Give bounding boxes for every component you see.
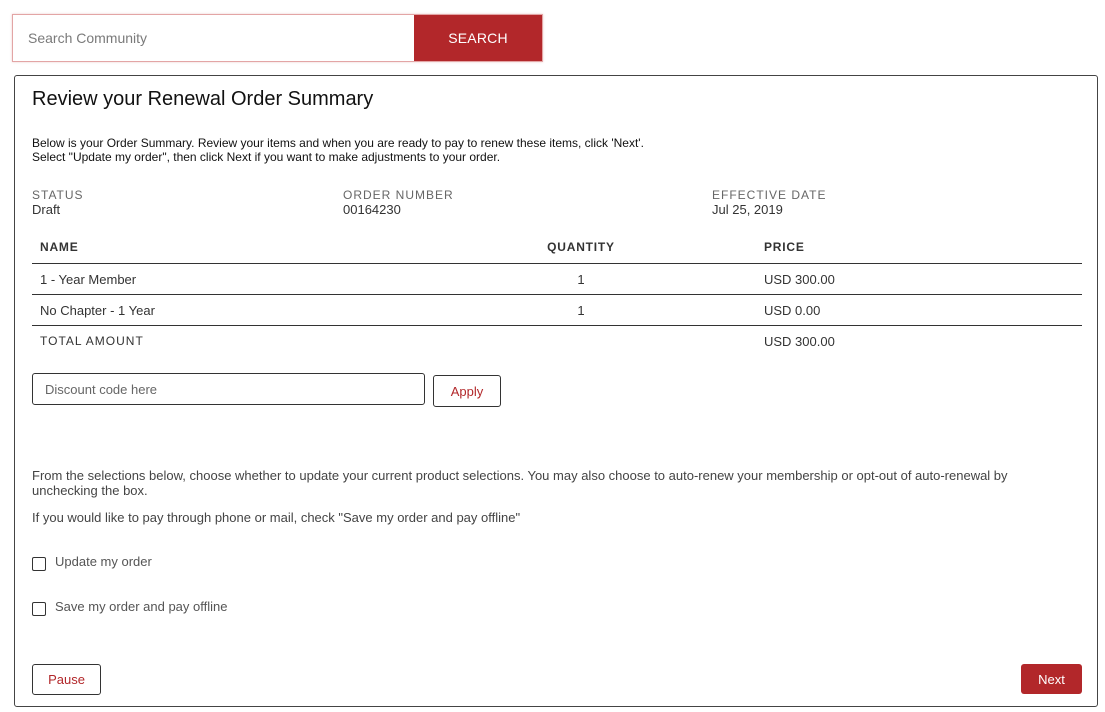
search-bar <box>12 14 543 62</box>
table-header-row <box>32 231 1082 264</box>
column-header-price: PRICE <box>654 231 1082 264</box>
effective-date-value: Jul 25, 2019 <box>712 202 783 217</box>
discount-code-input[interactable] <box>32 373 425 405</box>
item-price: USD 0.00 <box>654 295 1082 326</box>
column-header-quantity: QUANTITY <box>508 231 654 264</box>
pay-offline-checkbox[interactable] <box>32 602 46 616</box>
total-row <box>32 326 1082 357</box>
intro-line-2: Select "Update my order", then click Next if you want to make adjustments to your order. <box>32 150 501 164</box>
search-input[interactable] <box>13 15 414 61</box>
order-number-label: ORDER NUMBER <box>343 188 454 202</box>
update-order-checkbox[interactable] <box>32 557 46 571</box>
pay-offline-label: Save my order and pay offline <box>55 598 228 614</box>
order-summary-card <box>14 75 1098 707</box>
status-label: STATUS <box>32 188 84 202</box>
intro-line-1: Below is your Order Summary. Review your items and when you are ready to pay to renew these items, click 'Next'. <box>32 136 644 150</box>
search-button[interactable]: SEARCH <box>414 15 542 61</box>
total-amount-label: TOTAL AMOUNT <box>40 334 144 348</box>
item-quantity: 1 <box>508 295 654 326</box>
total-amount-value: USD 300.00 <box>764 333 835 349</box>
page-title: Review your Renewal Order Summary <box>32 88 374 110</box>
order-items-table <box>32 231 1082 356</box>
offline-instructions: If you would like to pay through phone or mail, check "Save my order and pay offline" <box>32 510 521 525</box>
status-value: Draft <box>32 202 61 217</box>
table-row <box>32 295 1082 326</box>
selection-instructions: From the selections below, choose whether to update your current product selections. You may also choose to auto-renew your membership or opt-out of auto-renewal by unchecking the box. <box>32 468 1008 498</box>
next-button[interactable]: Next <box>1021 664 1082 694</box>
item-price: USD 300.00 <box>654 264 1082 295</box>
pause-button[interactable]: Pause <box>32 664 101 695</box>
total-spacer <box>508 326 654 357</box>
item-quantity: 1 <box>508 264 654 295</box>
update-order-option[interactable] <box>32 551 152 571</box>
table-row <box>32 264 1082 295</box>
item-name: No Chapter - 1 Year <box>32 295 508 326</box>
column-header-name: NAME <box>32 231 508 264</box>
intro-text <box>32 136 644 164</box>
pay-offline-option[interactable] <box>32 596 227 616</box>
item-name: 1 - Year Member <box>32 264 508 295</box>
apply-discount-button[interactable]: Apply <box>433 375 501 407</box>
effective-date-label: EFFECTIVE DATE <box>712 188 827 202</box>
order-number-value: 00164230 <box>343 202 401 217</box>
update-order-label: Update my order <box>55 553 152 569</box>
